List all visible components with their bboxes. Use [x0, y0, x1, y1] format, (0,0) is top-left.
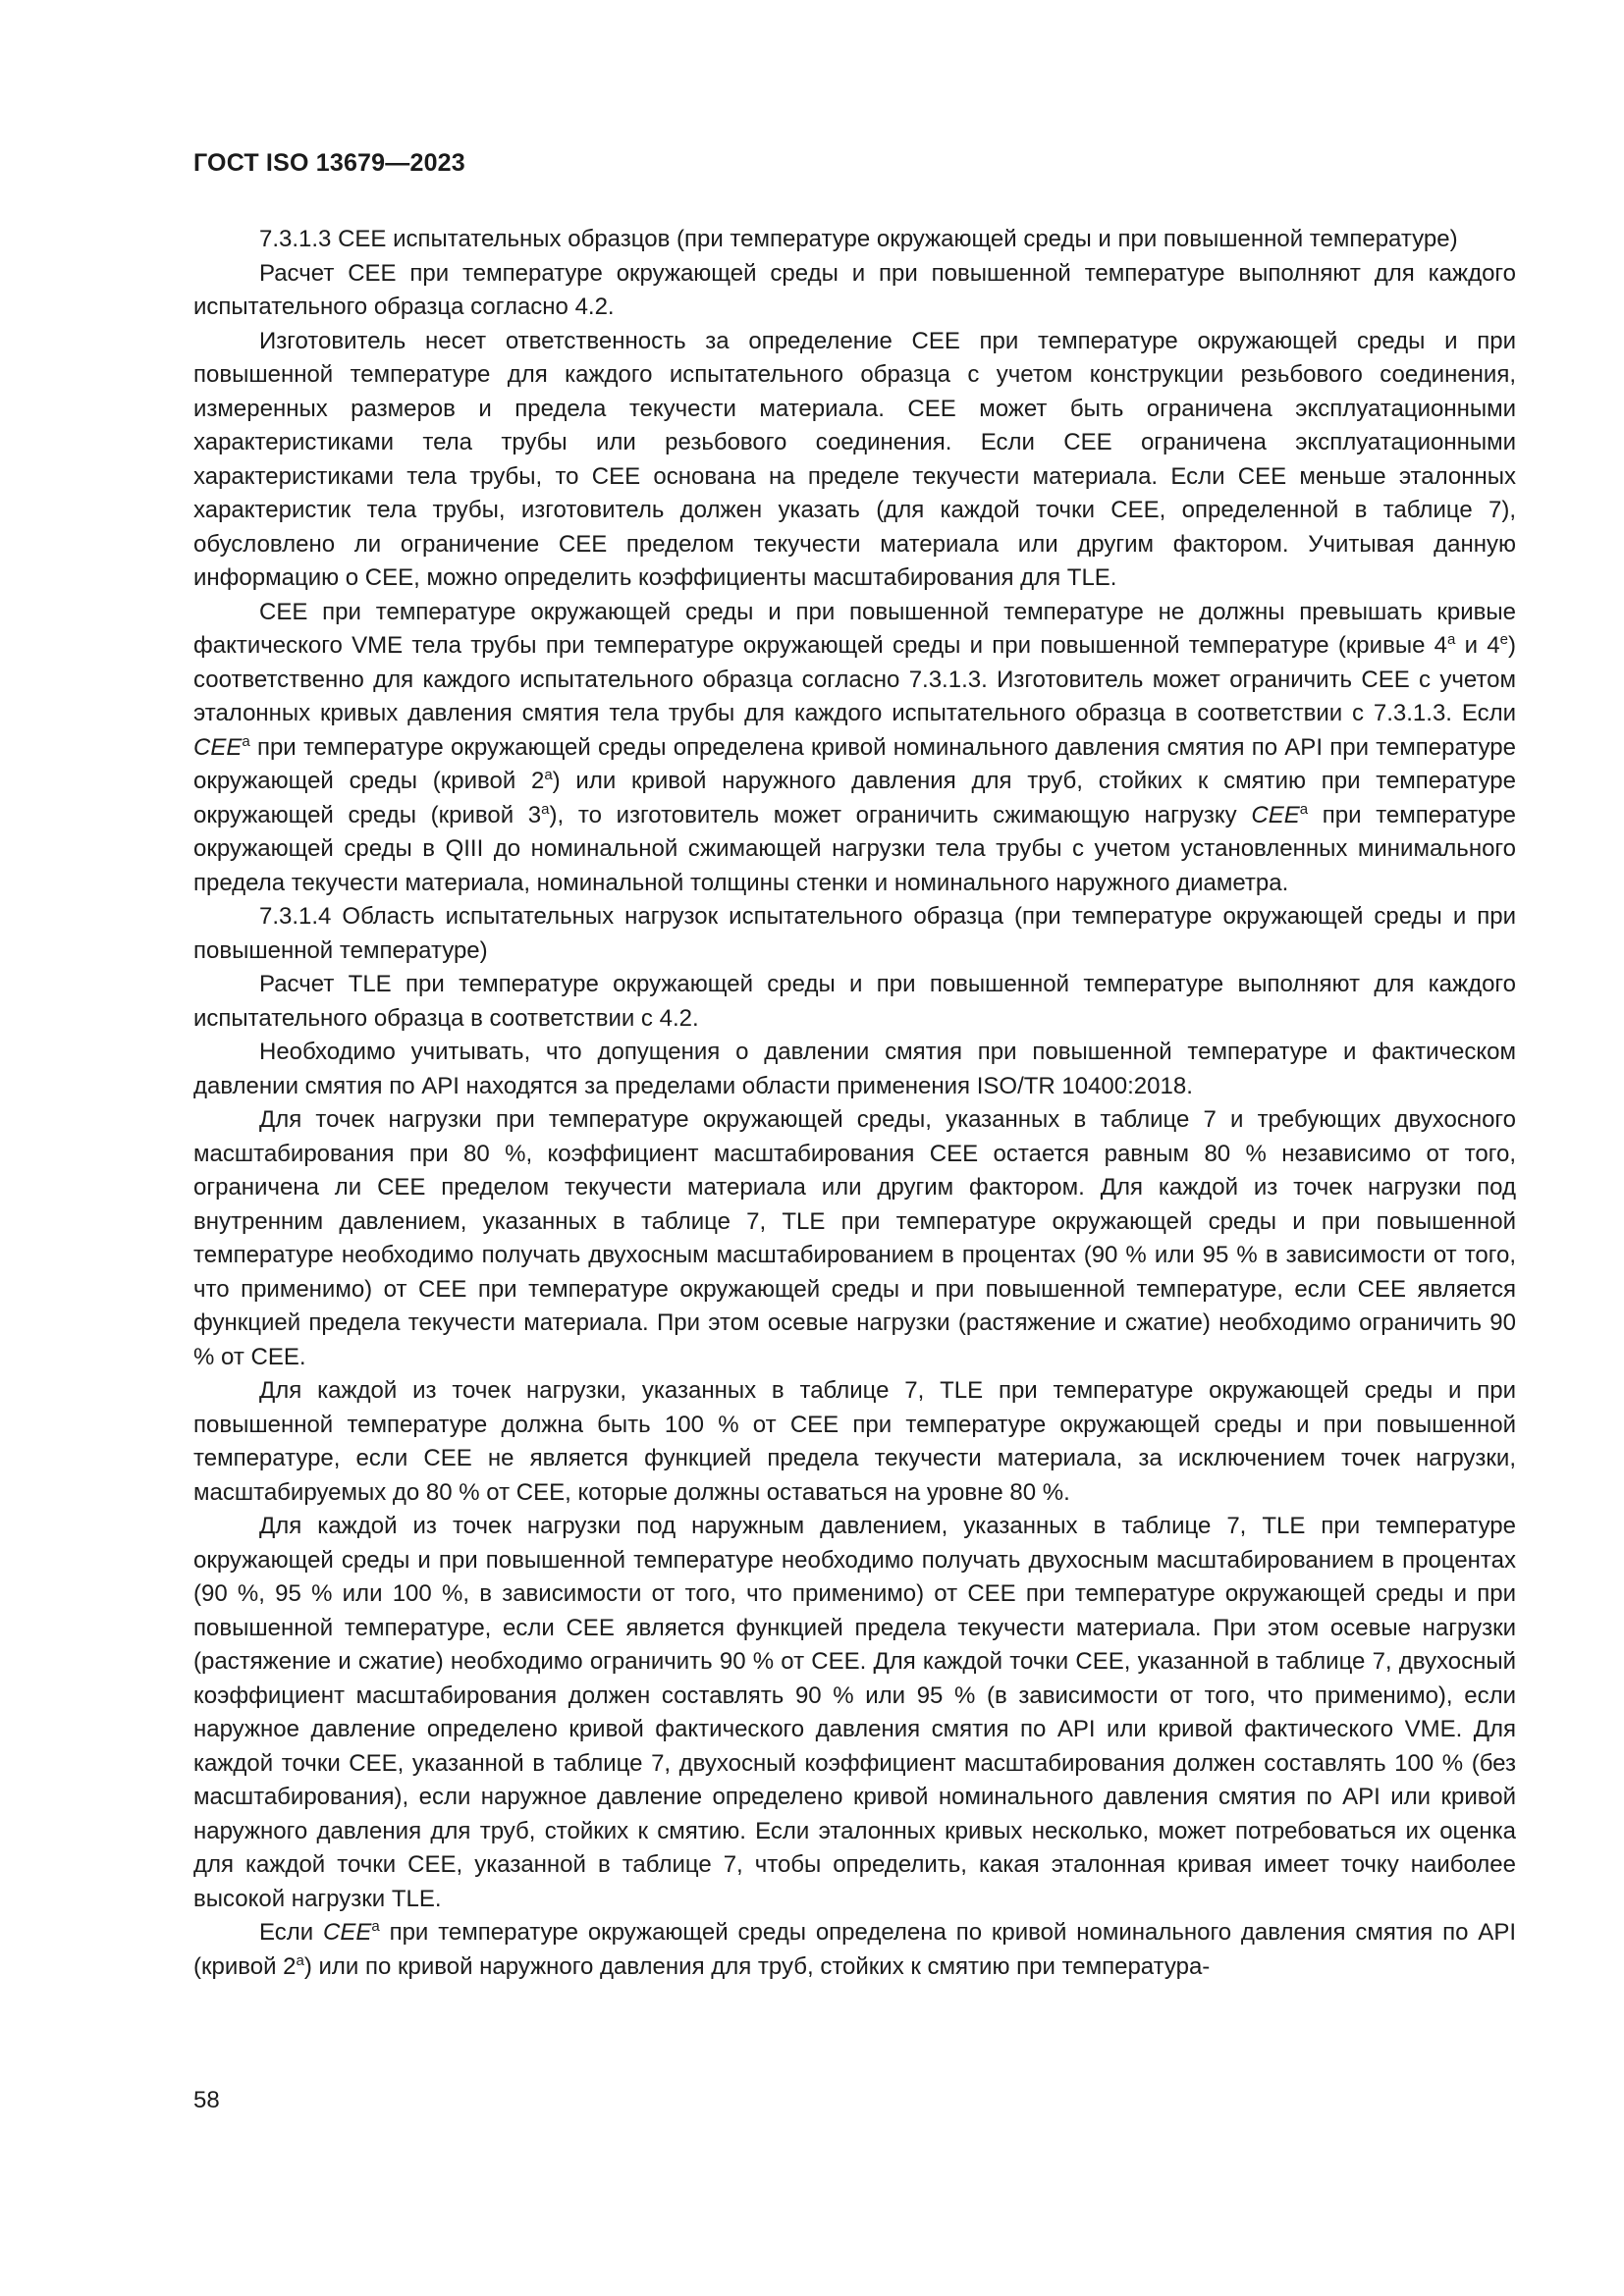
text-run: Для точек нагрузки при температуре окружающей среды, указанных в таблице 7 и требующих двухосного масштабирования при 80 %, коэффициент масштабирования CEE остается равным 80 % независимо от того, ограничена ли CEE пределом текучести материала или другим фактором. Для каждой из точек нагрузки под внутренним давлением, указанных в таблице 7, TLE при температуре окружающей среды и при повышенной температуре необходимо получать двухосным масштабированием в процентах (90 % или 95 % в зависимости от того, что применимо) от CEE при температуре окружающей среды и при повышенной температуре, если CEE является функцией предела текучести материала. При этом осевые нагрузки (растяжение и сжатие) необходимо ограничить 90 % от CEE.	[193, 1106, 1516, 1370]
text-run: ) или по кривой наружного давления для труб, стойких к смятию при температура-	[303, 1952, 1211, 1980]
text-run: Если	[259, 1919, 324, 1946]
italic-term: CEE	[323, 1919, 372, 1946]
text-run: Изготовитель несет ответственность за определение CEE при температуре окружающей среды и при повышенной температуре для каждого испытательного образца с учетом конструкции резьбового соединения, измеренных размеров и предела текучести материала. CEE может быть ограничена эксплуатационными характеристиками тела трубы или резьбового соединения. Если CEE ограничена эксплуатационными характеристиками тела трубы, то CEE основана на пределе текучести материала. Если CEE меньше эталонных характеристик тела трубы, изготовитель должен указать (для каждой точки CEE, определенной в таблице 7), обусловлено ли ограничение CEE пределом текучести материала или другим фактором. Учитывая данную информацию о CEE, можно определить коэффициенты масштабирования для TLE.	[193, 327, 1516, 591]
superscript: а	[1299, 800, 1309, 818]
paragraph	[193, 325, 1516, 596]
text-run: и 4	[1455, 632, 1500, 659]
text-run: 7.3.1.3 CEE испытательных образцов (при температуре окружающей среды и при повышенной температуре)	[259, 226, 1458, 252]
paragraph	[193, 1510, 1516, 1916]
page-header: ГОСТ ISO 13679—2023	[193, 149, 465, 177]
superscript: а	[1447, 631, 1456, 648]
text-run: Расчет CEE при температуре окружающей среды и при повышенной температуре выполняют для каждого испытательного образца согласно 4.2.	[193, 259, 1516, 320]
paragraph	[193, 257, 1516, 325]
paragraph	[193, 900, 1516, 968]
italic-term: CEE	[1251, 801, 1300, 828]
italic-term: CEE	[193, 733, 243, 761]
paragraph	[193, 223, 1516, 257]
superscript: а	[242, 732, 250, 750]
text-run: ) соответственно для каждого испытательного образца согласно 7.3.1.3. Изготовитель может ограничить CEE с учетом эталонных кривых давления смятия тела трубы для каждого испытательного образца в соответствии с 7.3.1.3. Если	[193, 632, 1516, 726]
superscript: е	[1499, 631, 1508, 648]
text-run: при температуре окружающей среды определена по кривой номинального давления смятия по API (кривой 2	[193, 1919, 1516, 1980]
text-run: ), то изготовитель может ограничить сжимающую нагрузку	[549, 801, 1252, 828]
text-run: Для каждой из точек нагрузки, указанных в таблице 7, TLE при температуре окружающей среды и при повышенной температуре должна быть 100 % от CEE при температуре окружающей среды и при повышенной температуре, если CEE не является функцией предела текучести материала, за исключением точек нагрузки, масштабируемых до 80 % от CEE, которые должны оставаться на уровне 80 %.	[193, 1377, 1516, 1506]
text-run: ) или кривой наружного давления для труб, стойких к смятию при температуре окружающей среды (кривой 3	[193, 768, 1516, 828]
superscript: а	[371, 1918, 380, 1935]
paragraph	[193, 596, 1516, 901]
paragraph	[193, 1374, 1516, 1510]
page-number: 58	[193, 2087, 220, 2113]
text-run: 7.3.1.4 Область испытательных нагрузок испытательного образца (при температуре окружающей среды и при повышенной температуре)	[193, 903, 1516, 964]
text-run: при температуре окружающей среды в QIII до номинальной сжимающей нагрузки тела трубы с учетом установленных минимального предела текучести материала, номинальной толщины стенки и номинального наружного диаметра.	[193, 801, 1516, 896]
paragraph	[193, 1036, 1516, 1103]
paragraph	[193, 1916, 1516, 1984]
document-body	[193, 223, 1516, 1984]
text-run: Необходимо учитывать, что допущения о давлении смятия при повышенной температуре и фактическом давлении смятия по API находятся за пределами области применения ISO/TR 10400:2018.	[193, 1039, 1516, 1099]
paragraph	[193, 1103, 1516, 1374]
text-run: Расчет TLE при температуре окружающей среды и при повышенной температуре выполняют для каждого испытательного образца в соответствии с 4.2.	[193, 971, 1516, 1032]
superscript: а	[544, 767, 553, 783]
paragraph	[193, 968, 1516, 1036]
superscript: а	[296, 1951, 304, 1969]
superscript: а	[541, 800, 550, 818]
text-run: Для каждой из точек нагрузки под наружным давлением, указанных в таблице 7, TLE при температуре окружающей среды и при повышенной температуре необходимо получать двухосным масштабированием в процентах (90 %, 95 % или 100 %, в зависимости от того, что применимо) от CEE при температуре окружающей среды и при повышенной температуре, если CEE является функцией предела текучести материала. При этом осевые нагрузки (растяжение и сжатие) необходимо ограничить 90 % от CEE. Для каждой точки CEE, указанной в таблице 7, двухосный коэффициент масштабирования должен составлять 90 % или 95 % (в зависимости от того, что применимо), если наружное давление определено кривой фактического давления смятия по API или кривой фактического VME. Для каждой точки CEE, указанной в таблице 7, двухосный коэффициент масштабирования должен составлять 100 % (без масштабирования), если наружное давление определено кривой номинального давления смятия по API или кривой наружного давления для труб, стойких к смятию. Если эталонных кривых несколько, может потребоваться их оценка для каждой точки CEE, указанной в таблице 7, чтобы определить, какая эталонная кривая имеет точку наиболее высокой нагрузки TLE.	[193, 1513, 1516, 1912]
text-run: при температуре окружающей среды определена кривой номинального давления смятия по API при температуре окружающей среды (кривой 2	[193, 733, 1516, 794]
text-run: CEE при температуре окружающей среды и при повышенной температуре не должны превышать кривые фактического VME тела трубы при температуре окружающей среды и при повышенной температуре (кривые 4	[193, 598, 1516, 659]
